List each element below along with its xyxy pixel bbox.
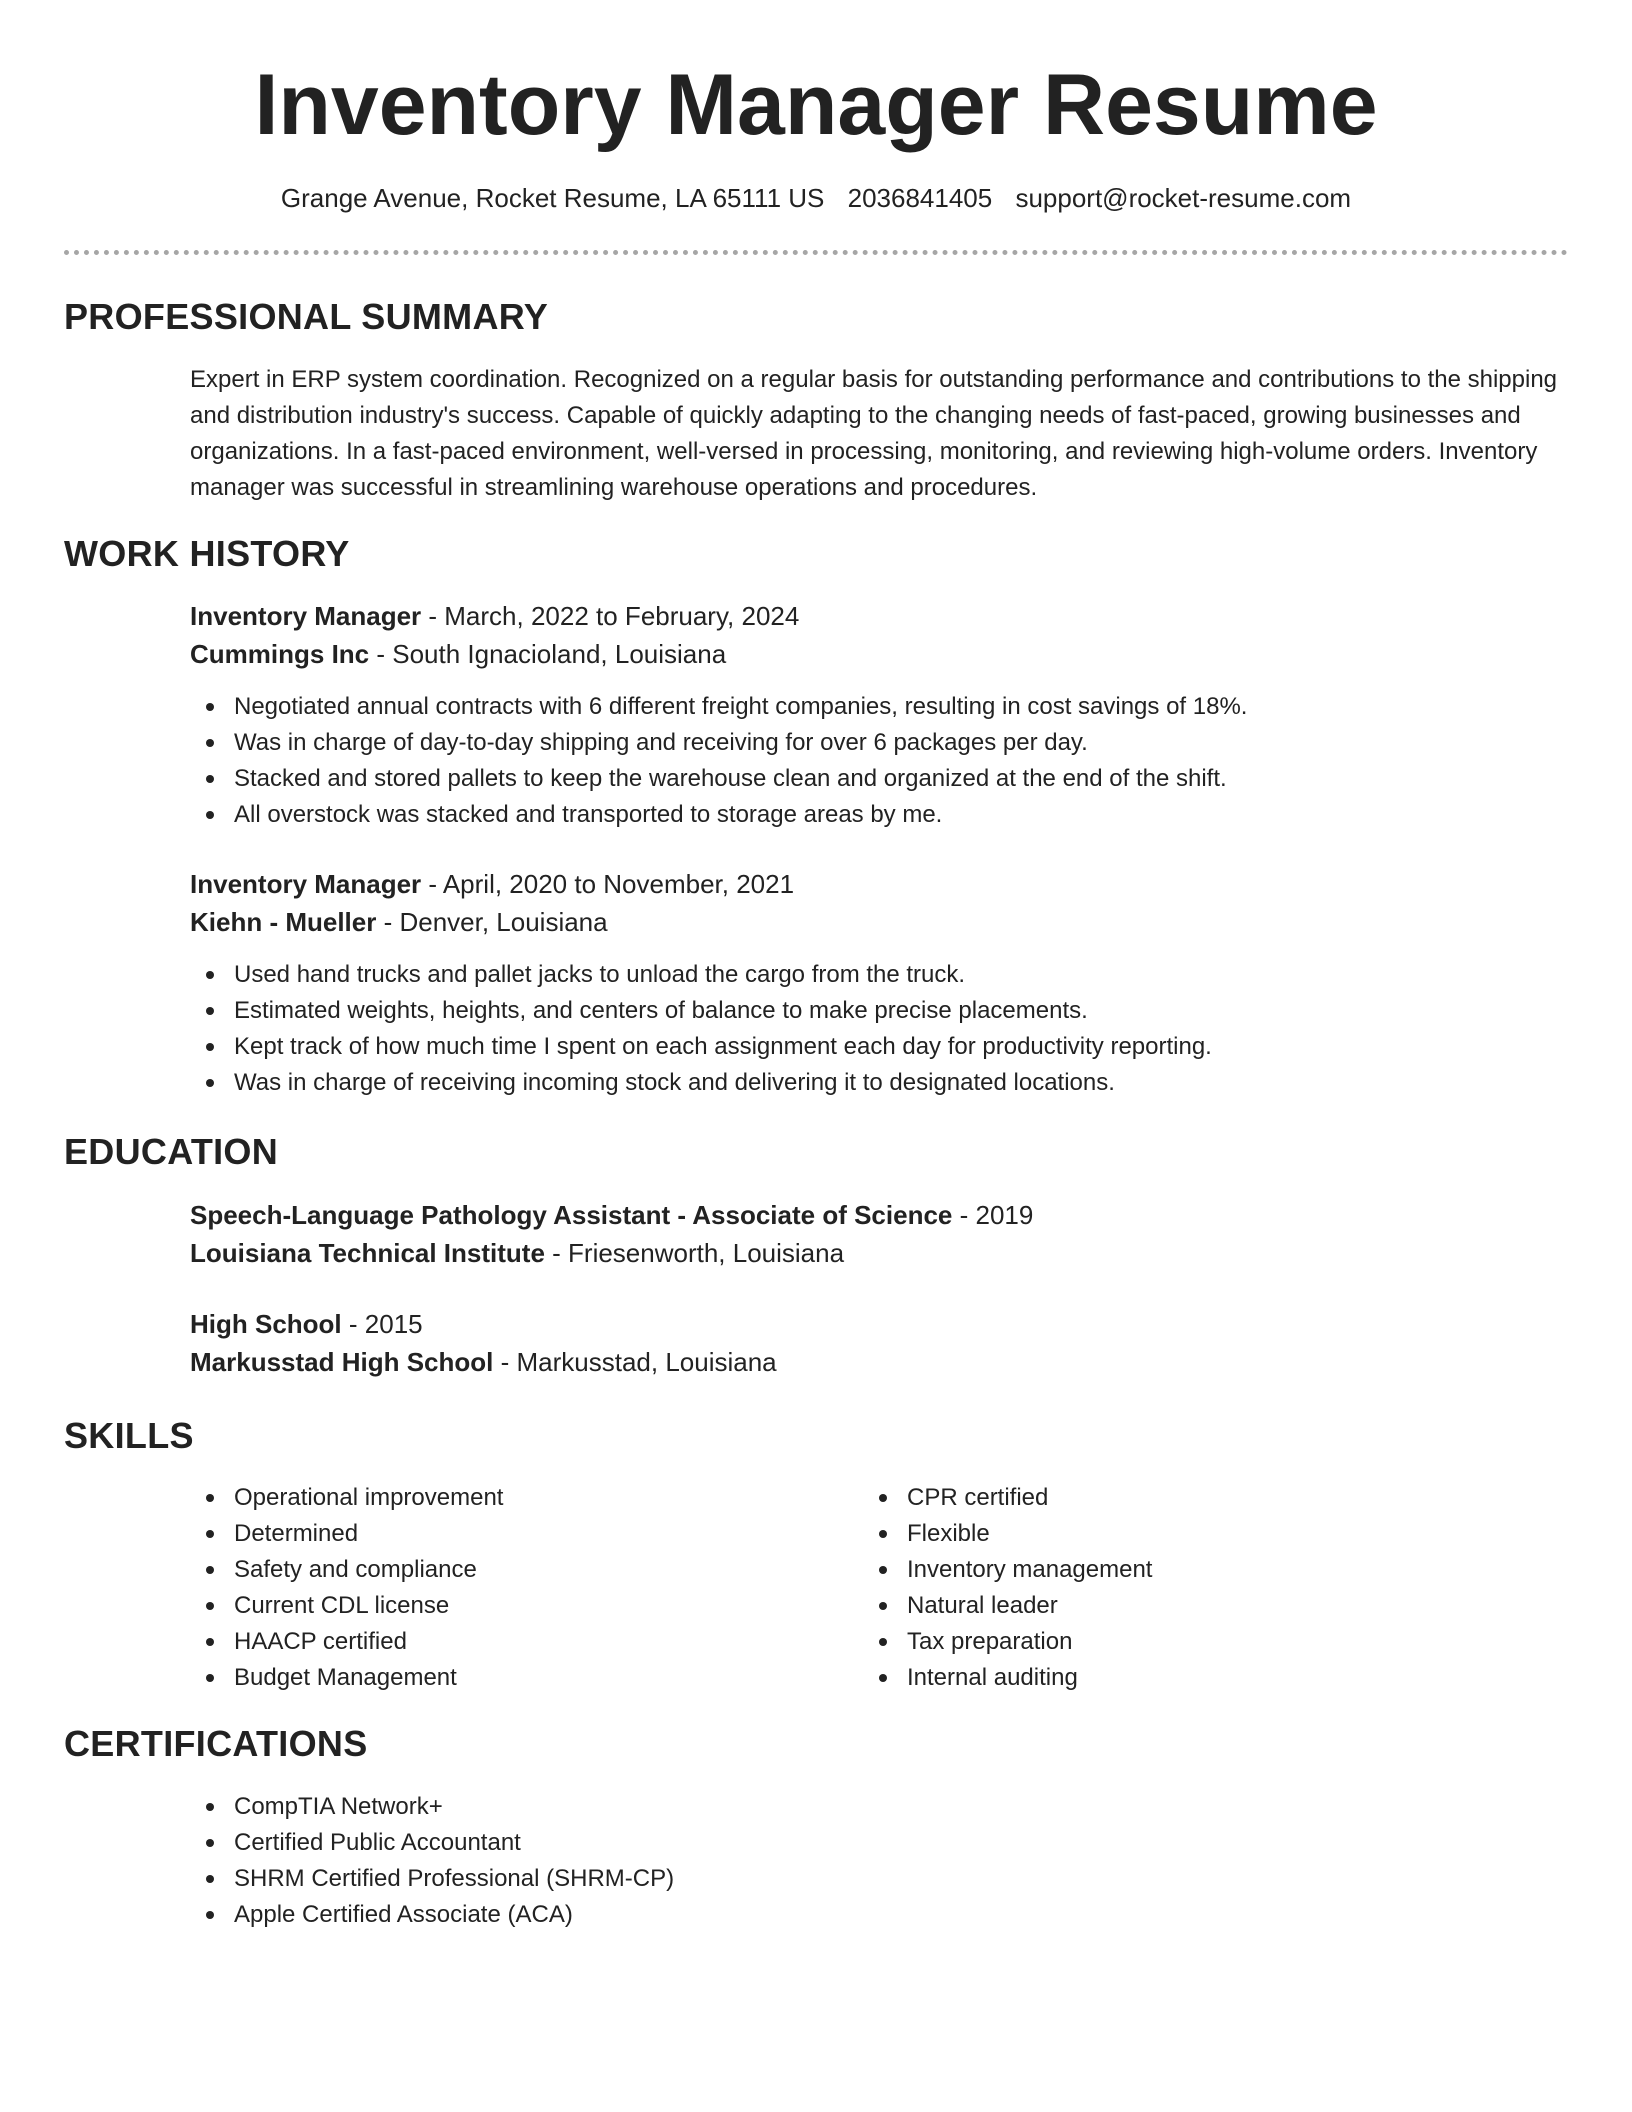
list-item: SHRM Certified Professional (SHRM-CP) [190, 1861, 1570, 1897]
contact-phone: 2036841405 [847, 183, 993, 213]
education-degree-line [190, 1196, 1570, 1234]
bullet-dot [206, 1007, 214, 1015]
job-bullets [190, 689, 1570, 833]
list-item: Was in charge of day-to-day shipping and receiving for over 6 packages per day. [190, 725, 1570, 761]
list-item: Kept track of how much time I spent on each assignment each day for productivity reporting. [190, 1029, 1570, 1065]
list-item: Negotiated annual contracts with 6 different freight companies, resulting in cost savings of 18%. [190, 689, 1570, 725]
list-item: Estimated weights, heights, and centers of balance to make precise placements. [190, 993, 1570, 1029]
education-year: - 2019 [952, 1200, 1034, 1230]
list-item: Budget Management [190, 1660, 850, 1696]
list-item: CompTIA Network+ [190, 1789, 1570, 1825]
skills-list [190, 1480, 850, 1696]
education-school-line [190, 1343, 1570, 1381]
bullet-dot [206, 1079, 214, 1087]
bullet-dot [206, 1494, 214, 1502]
certifications-list [190, 1789, 1570, 1933]
bullet-dot [206, 1839, 214, 1847]
list-item: CPR certified [863, 1480, 1523, 1516]
bullet-dot [206, 971, 214, 979]
bullet-dot [206, 1674, 214, 1682]
bullet-dot [206, 775, 214, 783]
skills-column-right [863, 1480, 1523, 1696]
list-item: Stacked and stored pallets to keep the warehouse clean and organized at the end of the shift. [190, 761, 1570, 797]
job-company-line [190, 635, 1570, 673]
skills-column-left [190, 1480, 850, 1696]
education-year: - 2015 [341, 1309, 423, 1339]
job-title-line [190, 597, 1570, 635]
bullet-dot [879, 1566, 887, 1574]
list-item: Current CDL license [190, 1588, 850, 1624]
education-degree-line [190, 1305, 1570, 1343]
bullet-dot [206, 1803, 214, 1811]
job-company-line [190, 903, 1570, 941]
list-item: All overstock was stacked and transported to storage areas by me. [190, 797, 1570, 833]
education-school: Markusstad High School [190, 1347, 494, 1377]
list-item: Operational improvement [190, 1480, 850, 1516]
bullet-dot [206, 1043, 214, 1051]
education-entry [190, 1305, 1570, 1381]
contact-address: Grange Avenue, Rocket Resume, LA 65111 US [280, 183, 825, 213]
section-heading-work-history: WORK HISTORY [64, 533, 350, 574]
summary-block [190, 362, 1570, 506]
section-heading-education: EDUCATION [64, 1131, 279, 1172]
bullet-dot [879, 1530, 887, 1538]
education-school: Louisiana Technical Institute [190, 1238, 545, 1268]
list-item: HAACP certified [190, 1624, 850, 1660]
bullet-dot [206, 1530, 214, 1538]
job-location: - South Ignacioland, Louisiana [369, 639, 727, 669]
list-item: Certified Public Accountant [190, 1825, 1570, 1861]
bullet-dot [206, 739, 214, 747]
bullet-dot [206, 1638, 214, 1646]
job-bullets [190, 957, 1570, 1101]
job-title: Inventory Manager [190, 601, 422, 631]
job-company: Kiehn - Mueller [190, 907, 377, 937]
section-heading-summary: PROFESSIONAL SUMMARY [64, 296, 549, 337]
bullet-dot [206, 1875, 214, 1883]
list-item: Safety and compliance [190, 1552, 850, 1588]
list-item: Determined [190, 1516, 850, 1552]
job-company: Cummings Inc [190, 639, 370, 669]
list-item: Used hand trucks and pallet jacks to unload the cargo from the truck. [190, 957, 1570, 993]
contact-email: support@rocket-resume.com [1015, 183, 1352, 213]
education-degree: High School [190, 1309, 342, 1339]
education-location: - Friesenworth, Louisiana [544, 1238, 845, 1268]
job-dates: - March, 2022 to February, 2024 [421, 601, 800, 631]
bullet-dot [879, 1602, 887, 1610]
list-item: Flexible [863, 1516, 1523, 1552]
education-entry [190, 1196, 1570, 1272]
certifications-block [190, 1789, 1570, 1933]
header-divider [64, 250, 1568, 255]
education-degree: Speech-Language Pathology Assistant - Associate of Science [190, 1200, 953, 1230]
job-dates: - April, 2020 to November, 2021 [421, 869, 795, 899]
summary-text: Expert in ERP system coordination. Recognized on a regular basis for outstanding performance and contributions to the shipping and distribution industry's success. Capable of quickly adapting to the changing needs of fast-paced, growing businesses and organizations. In a fast-paced environment, well-versed in processing, monitoring, and reviewing high-volume orders. Inventory manager was successful in streamlining warehouse operations and procedures. [190, 366, 1558, 501]
section-heading-certifications: CERTIFICATIONS [64, 1723, 368, 1764]
bullet-dot [206, 1566, 214, 1574]
education-location: - Markusstad, Louisiana [493, 1347, 777, 1377]
bullet-dot [879, 1638, 887, 1646]
bullet-dot [879, 1494, 887, 1502]
list-item: Natural leader [863, 1588, 1523, 1624]
job-entry [190, 597, 1570, 833]
list-item: Tax preparation [863, 1624, 1523, 1660]
page-title: Inventory Manager Resume [254, 57, 1378, 153]
education-school-line [190, 1234, 1570, 1272]
bullet-dot [206, 811, 214, 819]
bullet-dot [206, 1911, 214, 1919]
bullet-dot [206, 1602, 214, 1610]
list-item: Apple Certified Associate (ACA) [190, 1897, 1570, 1933]
bullet-dot [206, 703, 214, 711]
bullet-dot [879, 1674, 887, 1682]
list-item: Internal auditing [863, 1660, 1523, 1696]
list-item: Inventory management [863, 1552, 1523, 1588]
list-item: Was in charge of receiving incoming stock and delivering it to designated locations. [190, 1065, 1570, 1101]
skills-list [863, 1480, 1523, 1696]
job-location: - Denver, Louisiana [376, 907, 608, 937]
job-title: Inventory Manager [190, 869, 422, 899]
job-entry [190, 865, 1570, 1101]
contact-line [0, 180, 1632, 216]
section-heading-skills: SKILLS [64, 1415, 194, 1456]
job-title-line [190, 865, 1570, 903]
